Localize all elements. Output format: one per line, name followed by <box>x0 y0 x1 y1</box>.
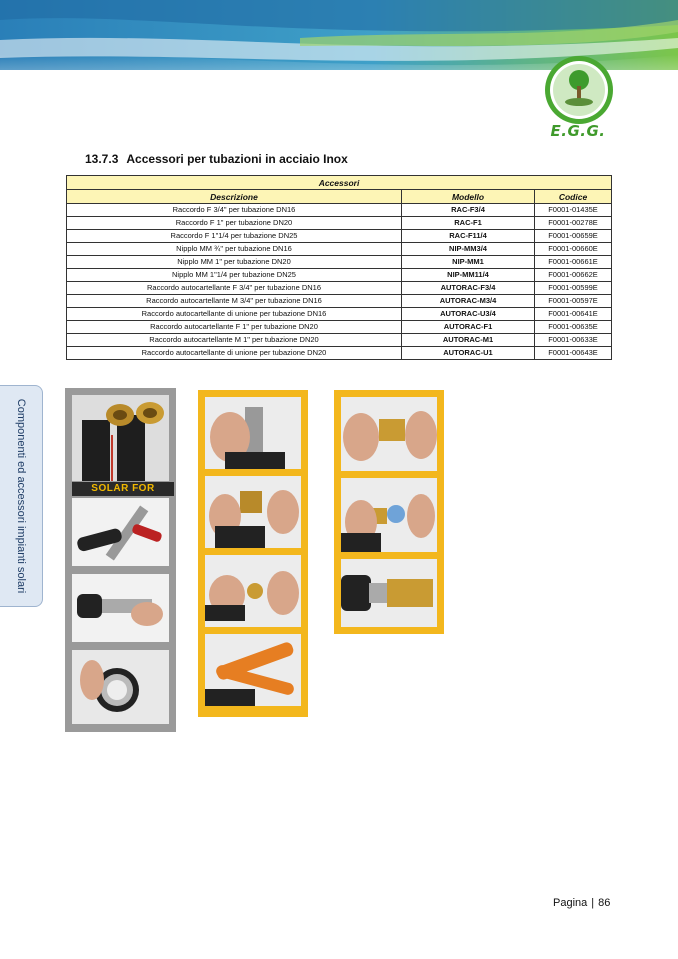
cell-description: Raccordo autocartellante di unione per tubazione DN16 <box>67 308 402 321</box>
column-header-model: Modello <box>402 190 535 204</box>
cell-description: Raccordo autocartellante F 1" per tubazione DN20 <box>67 321 402 334</box>
table-row <box>67 282 612 295</box>
cell-code: F0001-00635E <box>535 321 612 334</box>
cell-code: F0001-00597E <box>535 295 612 308</box>
page-label: Pagina <box>553 897 588 909</box>
section-heading: Accessori per tubazioni in acciaio Inox <box>126 152 348 166</box>
column-header-description: Descrizione <box>67 190 402 204</box>
cell-description: Raccordo F 3/4" per tubazione DN16 <box>67 204 402 217</box>
section-number: 13.7.3 <box>85 152 119 166</box>
page-number: 86 <box>598 897 611 909</box>
column-header-code: Codice <box>535 190 612 204</box>
cell-code: F0001-01435E <box>535 204 612 217</box>
cell-description: Raccordo F 1"1/4 per tubazione DN25 <box>67 230 402 243</box>
cell-model: RAC-F11/4 <box>402 230 535 243</box>
section-title <box>85 152 348 166</box>
cell-model: AUTORAC-F3/4 <box>402 282 535 295</box>
table-row <box>67 204 612 217</box>
page-separator: | <box>591 897 595 909</box>
photo-corrugated-end <box>72 650 169 724</box>
cell-model: NIP-MM11/4 <box>402 269 535 282</box>
cell-code: F0001-00633E <box>535 334 612 347</box>
cell-model: AUTORAC-F1 <box>402 321 535 334</box>
table-row <box>67 321 612 334</box>
photo-union-fitting <box>341 397 437 471</box>
page-footer <box>553 897 610 909</box>
photo-pipe-end <box>72 574 169 642</box>
photo-cutting-pipe <box>72 498 169 566</box>
photo-wrench-tightening <box>205 634 301 706</box>
cell-code: F0001-00661E <box>535 256 612 269</box>
cell-code: F0001-00660E <box>535 243 612 256</box>
photo-assembled-connection <box>341 559 437 627</box>
cell-description: Nipplo MM ¾" per tubazione DN16 <box>67 243 402 256</box>
cell-model: RAC-F1 <box>402 217 535 230</box>
table-row <box>67 256 612 269</box>
table-caption: Accessori <box>67 176 612 190</box>
photo-nut-assembly <box>205 476 301 548</box>
cell-description: Raccordo autocartellante F 3/4" per tubazione DN16 <box>67 282 402 295</box>
cell-description: Raccordo autocartellante M 1" per tubazione DN20 <box>67 334 402 347</box>
photo-ring-insertion <box>205 555 301 627</box>
cell-model: NIP-MM1 <box>402 256 535 269</box>
table-row <box>67 217 612 230</box>
cell-code: F0001-00278E <box>535 217 612 230</box>
cell-code: F0001-00641E <box>535 308 612 321</box>
cell-description: Raccordo autocartellante di unione per tubazione DN20 <box>67 347 402 360</box>
side-chapter-tab <box>0 385 43 607</box>
table-row <box>67 243 612 256</box>
table-row <box>67 295 612 308</box>
table-row <box>67 230 612 243</box>
brand-label: SOLAR FOR <box>72 482 174 496</box>
table-row <box>67 347 612 360</box>
cell-model: RAC-F3/4 <box>402 204 535 217</box>
logo-text: E.G.G. <box>550 122 606 140</box>
cell-description: Nipplo MM 1" per tubazione DN20 <box>67 256 402 269</box>
cell-model: AUTORAC-U1 <box>402 347 535 360</box>
cell-code: F0001-00643E <box>535 347 612 360</box>
cell-code: F0001-00662E <box>535 269 612 282</box>
cell-model: AUTORAC-M1 <box>402 334 535 347</box>
cell-model: NIP-MM3/4 <box>402 243 535 256</box>
cell-model: AUTORAC-U3/4 <box>402 308 535 321</box>
cell-description: Raccordo autocartellante M 3/4" per tubazione DN16 <box>67 295 402 308</box>
accessories-table <box>66 175 612 360</box>
side-tab-label: Componenti ed accessori impianti solari <box>15 398 27 594</box>
photo-gasket-fitting <box>341 478 437 552</box>
cell-description: Nipplo MM 1"1/4 per tubazione DN25 <box>67 269 402 282</box>
photo-strip-2 <box>198 390 308 717</box>
photo-strip-3 <box>334 390 444 634</box>
table-row <box>67 269 612 282</box>
cell-model: AUTORAC-M3/4 <box>402 295 535 308</box>
photo-fitting-on-pipe <box>205 397 301 469</box>
photo-pipes-fittings <box>72 395 169 481</box>
cell-code: F0001-00659E <box>535 230 612 243</box>
cell-code: F0001-00599E <box>535 282 612 295</box>
photo-strip-1 <box>65 388 176 732</box>
table-row <box>67 334 612 347</box>
table-row <box>67 308 612 321</box>
cell-description: Raccordo F 1" per tubazione DN20 <box>67 217 402 230</box>
